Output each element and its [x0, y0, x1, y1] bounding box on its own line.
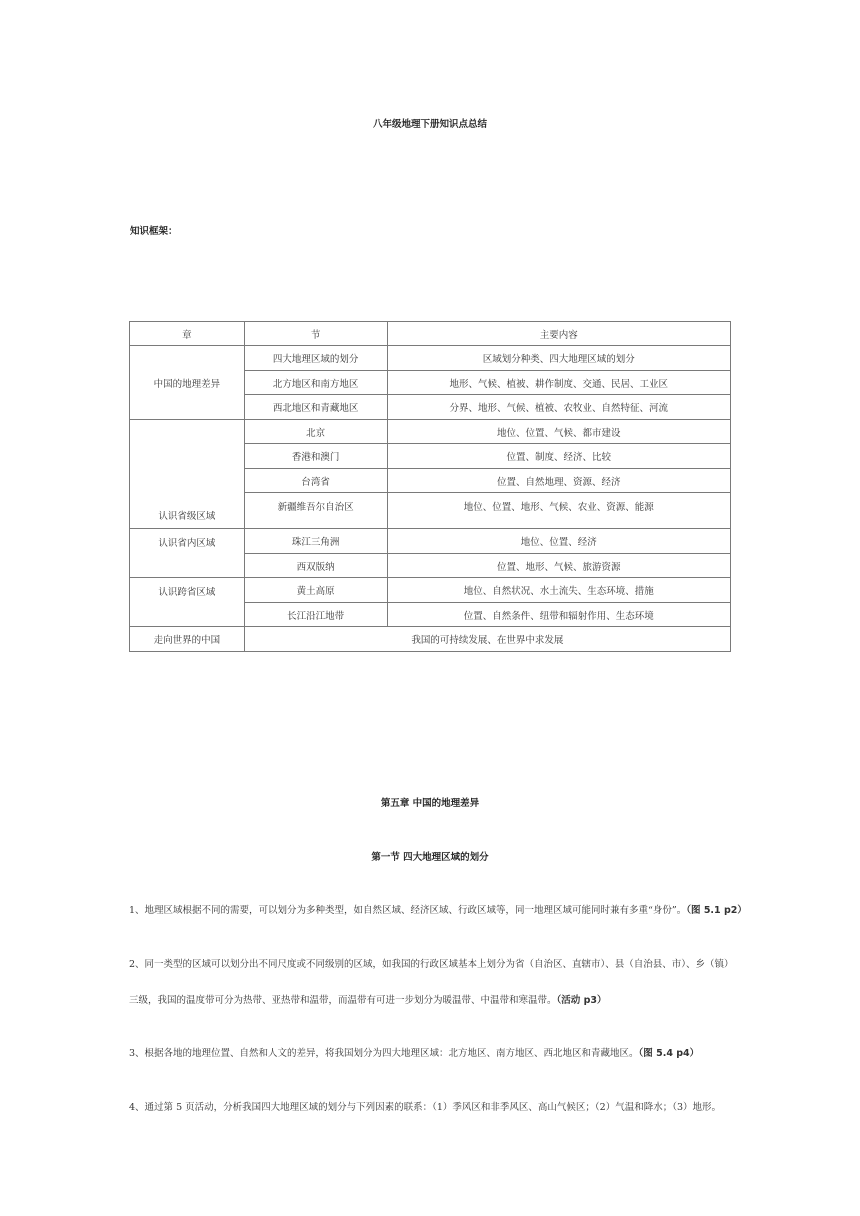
table-header-row — [130, 322, 731, 346]
paragraph-2-line-1: 2、同一类型的区域可以划分出不同尺度或不同级别的区域，如我国的行政区域基本上划分为省（自治区、直辖市）、县（自治县、市）、乡（镇） — [129, 959, 734, 970]
figure-reference: （图 5.1 p2） — [686, 905, 747, 916]
section-cell: 台湾省 — [244, 469, 387, 493]
content-cell: 地位、自然状况、水土流失、生态环境、措施 — [387, 578, 730, 603]
table-row — [130, 529, 731, 554]
header-content: 主要内容 — [387, 322, 730, 346]
content-cell: 区域划分种类、四大地理区域的划分 — [387, 346, 730, 371]
chapter-title: 第五章 中国的地理差异 — [380, 798, 480, 809]
chapter-cell: 认识省级区域 — [130, 420, 245, 529]
section-cell: 北京 — [244, 420, 387, 444]
paragraph-text: 三级，我国的温度带可分为热带、亚热带和温带，而温带有可进一步划分为暖温带、中温带和寒温带。 — [129, 995, 557, 1006]
content-cell: 地位、位置、地形、气候、农业、资源、能源 — [387, 493, 730, 529]
paragraph-3 — [129, 1045, 739, 1059]
section-cell: 西双版纳 — [244, 554, 387, 578]
table-row — [130, 420, 731, 444]
chapter-cell: 走向世界的中国 — [130, 627, 245, 652]
chapter-cell: 认识跨省区域 — [130, 578, 245, 627]
paragraph-1 — [129, 902, 747, 916]
paragraph-2-line-2 — [129, 992, 739, 1006]
section-cell: 珠江三角洲 — [244, 529, 387, 554]
activity-reference: （活动 p3） — [556, 995, 607, 1006]
paragraph-text: 3、根据各地的地理位置、自然和人文的差异，将我国划分为四大地理区域：北方地区、南方地区、西北地区和青藏地区。 — [129, 1048, 639, 1059]
figure-reference: （图 5.4 p4） — [638, 1048, 700, 1059]
table-row — [130, 578, 731, 603]
table-row — [130, 346, 731, 371]
knowledge-framework-table — [129, 321, 731, 652]
section-cell: 四大地理区域的划分 — [244, 346, 387, 371]
section-cell: 长江沿江地带 — [244, 603, 387, 627]
section-cell: 新疆维吾尔自治区 — [244, 493, 387, 529]
content-cell: 位置、自然条件、纽带和辐射作用、生态环境 — [387, 603, 730, 627]
document-title: 八年级地理下册知识点总结 — [372, 119, 487, 130]
content-cell: 地位、位置、气候、都市建设 — [387, 420, 730, 444]
framework-label: 知识框架： — [130, 226, 178, 237]
content-cell: 位置、地形、气候、旅游资源 — [387, 554, 730, 578]
section-cell: 西北地区和青藏地区 — [244, 395, 387, 420]
section-title: 第一节 四大地理区域的划分 — [371, 852, 489, 863]
paragraph-text: 1、地理区域根据不同的需要，可以划分为多种类型，如自然区域、经济区域、行政区域等，同一地理区域可能同时兼有多重“身份”。 — [129, 905, 687, 916]
content-cell: 地位、位置、经济 — [387, 529, 730, 554]
content-cell: 我国的可持续发展、在世界中求发展 — [244, 627, 730, 652]
content-cell: 位置、自然地理、资源、经济 — [387, 469, 730, 493]
content-cell: 位置、制度、经济、比较 — [387, 444, 730, 469]
content-cell: 分界、地形、气候、植被、农牧业、自然特征、河流 — [387, 395, 730, 420]
paragraph-4: 4、通过第 5 页活动，分析我国四大地理区域的划分与下列因素的联系：（1）季风区和非季风区、高山气候区；（2）气温和降水；（3）地形。 — [129, 1102, 722, 1113]
chapter-cell: 认识省内区域 — [130, 529, 245, 578]
header-chapter: 章 — [130, 322, 245, 346]
table-row — [130, 627, 731, 652]
section-cell: 香港和澳门 — [244, 444, 387, 469]
section-cell: 北方地区和南方地区 — [244, 371, 387, 395]
chapter-cell: 中国的地理差异 — [130, 346, 245, 420]
header-section: 节 — [244, 322, 387, 346]
content-cell: 地形、气候、植被、耕作制度、交通、民居、工业区 — [387, 371, 730, 395]
section-cell: 黄土高原 — [244, 578, 387, 603]
